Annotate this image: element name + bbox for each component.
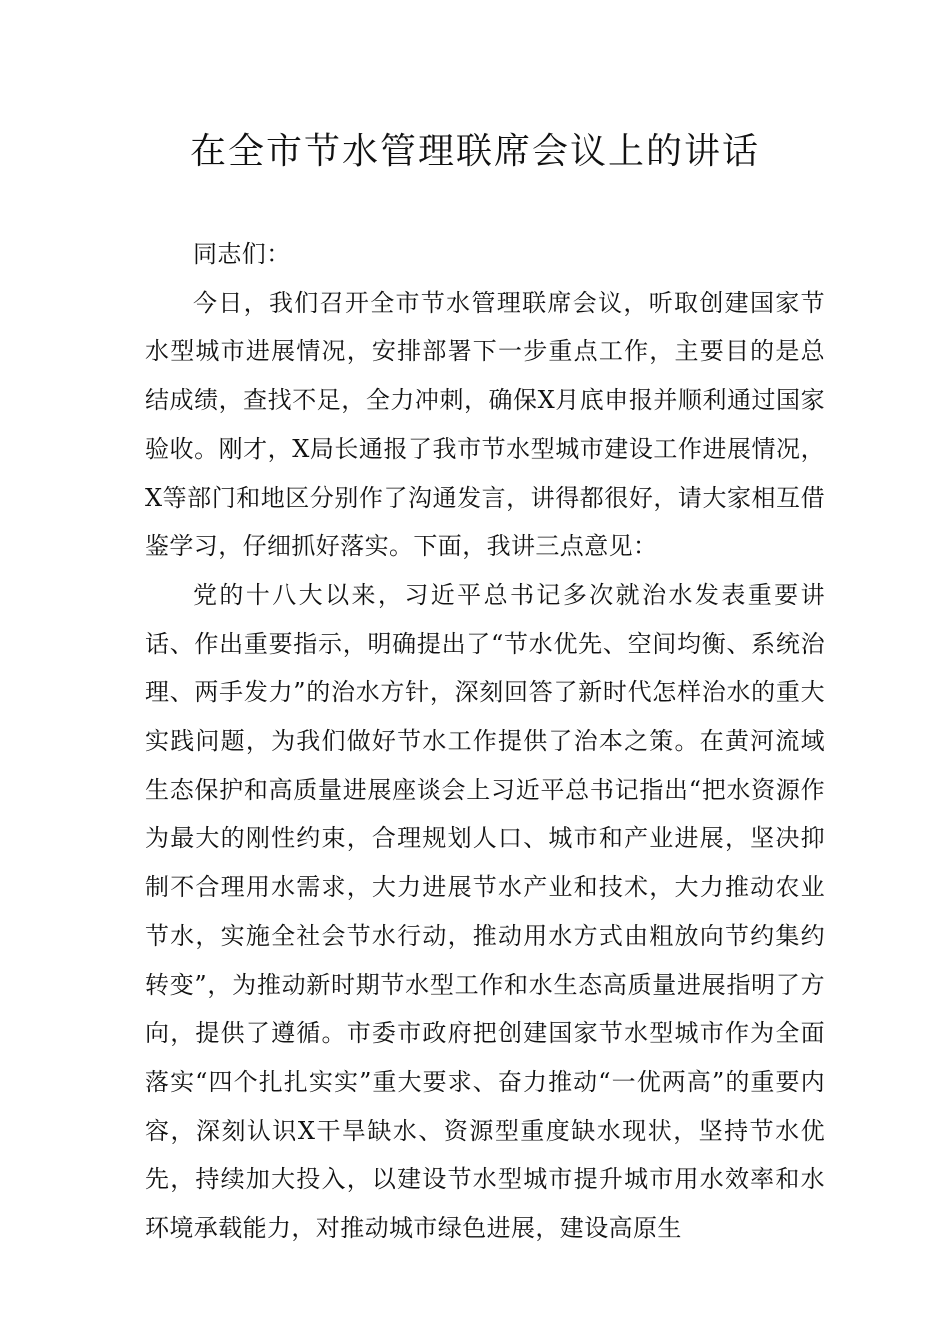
paragraph-1: 今日，我们召开全市节水管理联席会议，听取创建国家节水型城市进展情况，安排部署下一步重点工作，主要目的是总结成绩，查找不足，全力冲刺，确保X月底申报并顺利通过国家验收。刚才，X局长通报了我市节水型城市建设工作进展情况，X等部门和地区分别作了沟通发言，讲得都很好，请大家相互借鉴学习，仔细抓好落实。下面，我讲三点意见： — [145, 288, 825, 561]
paragraph-2: 党的十八大以来，习近平总书记多次就治水发表重要讲话、作出重要指示，明确提出了“节水优先、空间均衡、系统治理、两手发力”的治水方针，深刻回答了新时代怎样治水的重大实践问题，为我们做好节水工作提供了治本之策。在黄河流域生态保护和高质量进展座谈会上习近平总书记指出“把水资源作为最大的刚性约束，合理规划人口、城市和产业进展，坚决抑制不合理用水需求，大力进展节水产业和技术，大力推动农业节水，实施全社会节水行动，推动用水方式由粗放向节约集约转变”，为推动新时期节水型工作和水生态高质量进展指明了方向，提供了遵循。市委市政府把创建国家节水型城市作为全面落实“四个扎扎实实”重大要求、奋力推动“一优两高”的重要内容，深刻认识X干旱缺水、资源型重度缺水现状，坚持节水优先，持续加大投入，以建设节水型城市提升城市用水效率和水环境承载能力，对推动城市绿色进展，建设高原生 — [145, 580, 825, 1243]
document-body — [145, 230, 825, 1253]
salutation: 同志们： — [193, 240, 291, 268]
document-title: 在全市节水管理联席会议上的讲话 — [189, 131, 760, 172]
